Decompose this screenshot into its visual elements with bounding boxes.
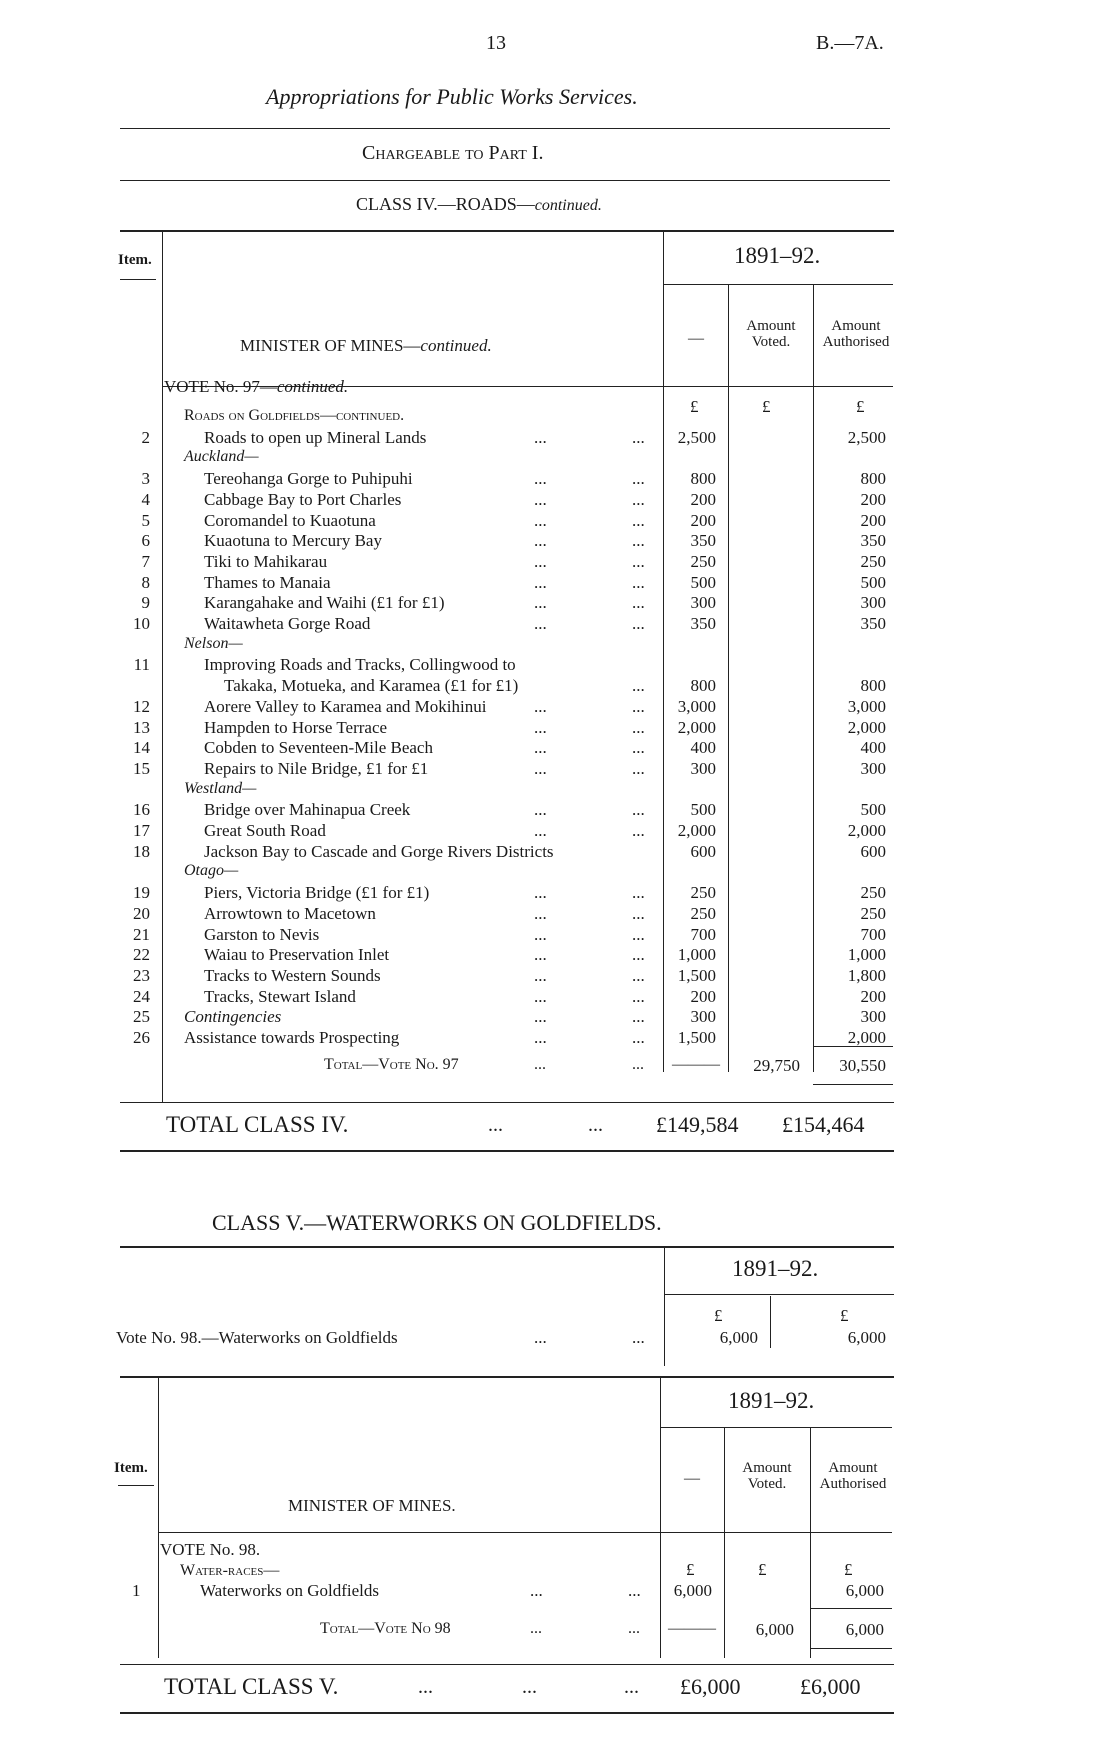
column-divider (663, 232, 664, 1072)
rule (118, 1485, 154, 1486)
leader-dots: ... (628, 1581, 641, 1600)
row-amount-authorised: 400 (860, 738, 886, 757)
row-label: Kuaotuna to Mercury Bay (204, 531, 382, 550)
pound-sign: £ (856, 397, 865, 416)
column-header-voted: Amount Voted. (742, 1460, 792, 1492)
row-amount-authorised: 300 (860, 593, 886, 612)
leader-dots: ... (530, 1620, 542, 1637)
row-item-number: 25 (133, 1007, 150, 1026)
row-label: Arrowtown to Macetown (204, 904, 376, 923)
class-5-row-label: Waterworks on Goldfields (200, 1581, 379, 1600)
pound-sign: £ (690, 397, 699, 416)
rule (120, 1664, 894, 1665)
row-amount-dash-column: 350 (690, 614, 716, 633)
row-amount-authorised: 500 (860, 573, 886, 592)
pound-sign: £ (758, 1560, 767, 1579)
leader-dots: ... (534, 904, 547, 923)
region-heading: Nelson— (184, 635, 243, 652)
region-heading: Westland— (184, 780, 257, 797)
item-column-header: Item. (114, 1460, 148, 1476)
row-item-number: 19 (133, 883, 150, 902)
total-class-5-authorised: £6,000 (800, 1674, 861, 1699)
row-label: Contingencies (184, 1007, 282, 1026)
total-vote-97-authorised: 30,550 (839, 1056, 886, 1075)
leader-dots: ... (534, 552, 547, 571)
total-vote-98-voted: 6,000 (755, 1620, 794, 1639)
row-amount-dash-column: 300 (690, 759, 716, 778)
row-amount-dash-column: 300 (690, 1007, 716, 1026)
row-amount-authorised: 200 (860, 987, 886, 1006)
row-label: Bridge over Mahinapua Creek (204, 800, 411, 819)
row-label: Jackson Bay to Cascade and Gorge Rivers Districts (204, 842, 554, 861)
row-amount-authorised: 700 (860, 925, 886, 944)
leader-dots: ... (534, 531, 547, 550)
row-amount-dash-column: 1,500 (677, 1028, 716, 1047)
row-amount-authorised: 500 (860, 800, 886, 819)
total-vote-97-dash: ——— (672, 1056, 720, 1073)
row-amount-authorised: 2,000 (847, 1028, 886, 1047)
row-label: Waiau to Preservation Inlet (204, 945, 390, 964)
row-item-number: 16 (133, 800, 150, 819)
leader-dots: ... (632, 945, 645, 964)
row-label: Repairs to Nile Bridge, £1 for £1 (204, 759, 429, 778)
row-label: Thames to Manaia (204, 573, 331, 592)
leader-dots: ... (632, 614, 645, 633)
leader-dots: ... (534, 490, 547, 509)
row-item-number: 22 (133, 945, 150, 964)
row-item-number: 17 (133, 821, 150, 840)
leader-dots: ... (534, 987, 547, 1006)
row-item-number: 8 (141, 573, 150, 592)
rule (120, 1246, 894, 1248)
class-heading-continued: continued. (534, 197, 602, 214)
row-label: Cobden to Seventeen-Mile Beach (204, 738, 433, 757)
sub-heading: Roads on Goldfields—continued. (184, 407, 405, 424)
rule (813, 1046, 893, 1047)
pound-sign: £ (844, 1560, 853, 1579)
column-header-authorised: Amount Authorised (822, 318, 890, 350)
row-amount-dash-column: 200 (690, 490, 716, 509)
class-5-summary-voted: 6,000 (719, 1328, 758, 1347)
column-divider (660, 1378, 661, 1658)
row-item-number: 14 (133, 738, 150, 757)
leader-dots: ... (632, 718, 645, 737)
rule (120, 279, 156, 280)
rule (660, 1427, 892, 1428)
row-label: Great South Road (204, 821, 326, 840)
row-amount-dash-column: 2,000 (677, 718, 716, 737)
rule (120, 1376, 894, 1378)
leader-dots: ... (588, 1114, 603, 1136)
leader-dots: ... (534, 925, 547, 944)
rule (120, 1150, 894, 1152)
leader-dots: ... (632, 800, 645, 819)
row-amount-dash-column: 250 (690, 883, 716, 902)
row-amount-authorised: 600 (860, 842, 886, 861)
row-item-number: 15 (133, 759, 150, 778)
leader-dots: ... (632, 1007, 645, 1026)
row-amount-authorised: 2,000 (847, 718, 886, 737)
pound-sign: £ (840, 1306, 849, 1325)
column-divider (813, 285, 814, 1072)
row-amount-authorised: 2,000 (847, 821, 886, 840)
leader-dots: ... (628, 1620, 640, 1637)
row-amount-dash-column: 1,000 (677, 945, 716, 964)
vote-heading (164, 377, 348, 397)
row-amount-dash-column: 700 (690, 925, 716, 944)
row-amount-authorised: 800 (860, 676, 886, 695)
class-5-row-item: 1 (132, 1581, 141, 1600)
page-title: Appropriations for Public Works Services. (266, 84, 638, 109)
page-number: 13 (486, 32, 506, 54)
leader-dots: ... (534, 718, 547, 737)
row-item-number: 18 (133, 842, 150, 861)
leader-dots: ... (530, 1581, 543, 1600)
leader-dots: ... (624, 1676, 639, 1698)
column-header-voted: Amount Voted. (746, 318, 796, 350)
total-vote-98-label: Total—Vote No 98 (320, 1620, 451, 1637)
row-label: Assistance towards Prospecting (184, 1028, 400, 1047)
row-amount-dash-column: 250 (690, 552, 716, 571)
leader-dots: ... (534, 593, 547, 612)
leader-dots: ... (418, 1676, 433, 1698)
row-amount-authorised: 2,500 (847, 428, 886, 447)
leader-dots: ... (534, 738, 547, 757)
total-class-4-label: TOTAL CLASS IV. (166, 1112, 349, 1137)
part-heading: Chargeable to Part I. (362, 142, 544, 164)
row-amount-dash-column: 250 (690, 904, 716, 923)
row-amount-authorised: 1,800 (847, 966, 886, 985)
year-header: 1891–92. (734, 243, 821, 268)
leader-dots: ... (534, 1007, 547, 1026)
leader-dots: ... (632, 1056, 644, 1073)
row-label: Karangahake and Waihi (£1 for £1) (204, 593, 445, 612)
leader-dots: ... (534, 469, 547, 488)
row-amount-dash-column: 3,000 (677, 697, 716, 716)
row-amount-authorised: 200 (860, 511, 886, 530)
row-amount-dash-column: 800 (690, 469, 716, 488)
leader-dots: ... (534, 511, 547, 530)
row-label: Takaka, Motueka, and Karamea (£1 for £1) (224, 676, 519, 695)
total-vote-97-label: Total—Vote No. 97 (324, 1056, 459, 1073)
leader-dots: ... (632, 738, 645, 757)
leader-dots: ... (534, 800, 547, 819)
row-amount-dash-column: 800 (690, 676, 716, 695)
row-amount-authorised: 300 (860, 1007, 886, 1026)
leader-dots: ... (632, 987, 645, 1006)
leader-dots: ... (534, 759, 547, 778)
row-label: Roads to open up Mineral Lands (204, 428, 427, 447)
row-amount-dash-column: 2,000 (677, 821, 716, 840)
leader-dots: ... (632, 428, 645, 447)
row-item-number: 3 (141, 469, 150, 488)
leader-dots: ... (632, 821, 645, 840)
leader-dots: ... (534, 883, 547, 902)
row-item-number: 7 (141, 552, 150, 571)
row-label: Coromandel to Kuaotuna (204, 511, 376, 530)
class-5-heading: CLASS V.—WATERWORKS ON GOLDFIELDS. (212, 1210, 662, 1235)
region-heading: Otago— (184, 862, 239, 879)
leader-dots: ... (534, 1056, 546, 1073)
leader-dots: ... (632, 490, 645, 509)
item-column-header: Item. (118, 252, 152, 268)
leader-dots: ... (534, 697, 547, 716)
total-class-5-voted: £6,000 (680, 1674, 741, 1699)
total-vote-98-authorised: 6,000 (845, 1620, 884, 1639)
region-heading: Auckland— (184, 448, 259, 465)
row-amount-dash-column: 600 (690, 842, 716, 861)
row-amount-authorised: 250 (860, 883, 886, 902)
pound-sign: £ (686, 1560, 695, 1579)
rule (120, 230, 894, 232)
pound-sign: £ (714, 1306, 723, 1325)
leader-dots: ... (632, 966, 645, 985)
row-label: Tereohanga Gorge to Puhipuhi (204, 469, 413, 488)
leader-dots: ... (632, 469, 645, 488)
row-label: Garston to Nevis (204, 925, 320, 944)
vote-heading-text: VOTE No. 97— (164, 377, 277, 396)
minister-heading-continued: continued. (420, 336, 492, 355)
rule (664, 1294, 894, 1295)
row-amount-dash-column: 350 (690, 531, 716, 550)
leader-dots: ... (632, 676, 645, 695)
rule (120, 1712, 894, 1714)
row-item-number: 12 (133, 697, 150, 716)
class-5-sub-heading: Water-races— (180, 1562, 280, 1579)
document-reference: B.—7A. (816, 32, 884, 54)
row-item-number: 5 (141, 511, 150, 530)
row-label: Cabbage Bay to Port Charles (204, 490, 402, 509)
leader-dots: ... (534, 966, 547, 985)
leader-dots: ... (632, 904, 645, 923)
minister-heading-text: MINISTER OF MINES— (240, 336, 421, 355)
column-divider (728, 285, 729, 1072)
row-amount-dash-column: 500 (690, 573, 716, 592)
leader-dots: ... (522, 1676, 537, 1698)
leader-dots: ... (632, 697, 645, 716)
leader-dots: ... (534, 1028, 547, 1047)
leader-dots: ... (488, 1114, 503, 1136)
row-label: Aorere Valley to Karamea and Mokihinui (204, 697, 487, 716)
row-amount-authorised: 250 (860, 904, 886, 923)
leader-dots: ... (632, 1328, 645, 1347)
row-amount-dash-column: 400 (690, 738, 716, 757)
column-header-dash: — (688, 330, 704, 347)
row-item-number: 2 (141, 428, 150, 447)
rule (120, 1102, 894, 1103)
column-divider (724, 1428, 725, 1658)
row-label: Tracks to Western Sounds (204, 966, 381, 985)
class-heading-text: CLASS IV.—ROADS— (356, 194, 535, 214)
rule (663, 284, 893, 285)
row-item-number: 11 (133, 655, 150, 674)
leader-dots: ... (632, 593, 645, 612)
row-label: Improving Roads and Tracks, Collingwood to (204, 655, 516, 674)
rule (810, 1648, 892, 1649)
row-amount-dash-column: 500 (690, 800, 716, 819)
leader-dots: ... (632, 573, 645, 592)
rule (120, 180, 890, 181)
column-divider (162, 232, 163, 1102)
column-header-dash: — (684, 1470, 700, 1487)
vote-heading-continued: continued. (276, 377, 349, 396)
total-class-4-authorised: £154,464 (782, 1112, 865, 1137)
class-5-minister-heading: MINISTER OF MINES. (288, 1496, 456, 1515)
row-amount-authorised: 3,000 (847, 697, 886, 716)
class-5-year-header: 1891–92. (728, 1388, 815, 1413)
class-heading (356, 194, 602, 215)
leader-dots: ... (534, 428, 547, 447)
leader-dots: ... (632, 883, 645, 902)
leader-dots: ... (534, 821, 547, 840)
row-amount-authorised: 350 (860, 531, 886, 550)
total-vote-97-voted: 29,750 (753, 1056, 800, 1075)
column-divider (158, 1378, 159, 1658)
row-item-number: 13 (133, 718, 150, 737)
row-label: Piers, Victoria Bridge (£1 for £1) (204, 883, 430, 902)
row-amount-authorised: 250 (860, 552, 886, 571)
row-item-number: 4 (141, 490, 150, 509)
class-5-row-authorised: 6,000 (845, 1581, 884, 1600)
class-5-summary-label: Vote No. 98.—Waterworks on Goldfields (116, 1328, 398, 1347)
leader-dots: ... (632, 1028, 645, 1047)
row-amount-authorised: 300 (860, 759, 886, 778)
row-amount-authorised: 800 (860, 469, 886, 488)
leader-dots: ... (632, 925, 645, 944)
row-label: Hampden to Horse Terrace (204, 718, 388, 737)
pound-sign: £ (762, 397, 771, 416)
leader-dots: ... (632, 511, 645, 530)
row-item-number: 24 (133, 987, 150, 1006)
column-divider (664, 1248, 665, 1366)
leader-dots: ... (534, 614, 547, 633)
total-class-4-voted: £149,584 (656, 1112, 739, 1137)
total-class-5-label: TOTAL CLASS V. (164, 1674, 339, 1699)
class-5-summary-authorised: 6,000 (847, 1328, 886, 1347)
row-label: Tracks, Stewart Island (204, 987, 356, 1006)
leader-dots: ... (534, 573, 547, 592)
leader-dots: ... (632, 531, 645, 550)
rule (158, 1532, 892, 1533)
row-amount-authorised: 1,000 (847, 945, 886, 964)
row-amount-dash-column: 200 (690, 511, 716, 530)
row-amount-dash-column: 200 (690, 987, 716, 1006)
class-5-row-dash-value: 6,000 (673, 1581, 712, 1600)
row-item-number: 21 (133, 925, 150, 944)
column-header-authorised: Amount Authorised (819, 1460, 887, 1492)
rule (120, 128, 890, 129)
leader-dots: ... (534, 1328, 547, 1347)
leader-dots: ... (632, 759, 645, 778)
minister-heading (240, 336, 492, 356)
rule (810, 1608, 892, 1609)
row-item-number: 23 (133, 966, 150, 985)
row-amount-authorised: 200 (860, 490, 886, 509)
row-label: Tiki to Mahikarau (204, 552, 328, 571)
column-divider (770, 1296, 771, 1348)
row-item-number: 26 (133, 1028, 150, 1047)
rule (813, 1084, 893, 1085)
row-item-number: 20 (133, 904, 150, 923)
row-amount-dash-column: 1,500 (677, 966, 716, 985)
leader-dots: ... (534, 945, 547, 964)
row-item-number: 6 (141, 531, 150, 550)
total-vote-98-dash: ——— (668, 1620, 716, 1637)
class-5-summary-year: 1891–92. (732, 1256, 819, 1281)
row-amount-authorised: 350 (860, 614, 886, 633)
class-5-vote-heading: VOTE No. 98. (160, 1540, 261, 1559)
row-amount-dash-column: 2,500 (677, 428, 716, 447)
row-item-number: 10 (133, 614, 150, 633)
row-amount-dash-column: 300 (690, 593, 716, 612)
row-label: Waitawheta Gorge Road (204, 614, 371, 633)
leader-dots: ... (632, 552, 645, 571)
row-item-number: 9 (141, 593, 150, 612)
